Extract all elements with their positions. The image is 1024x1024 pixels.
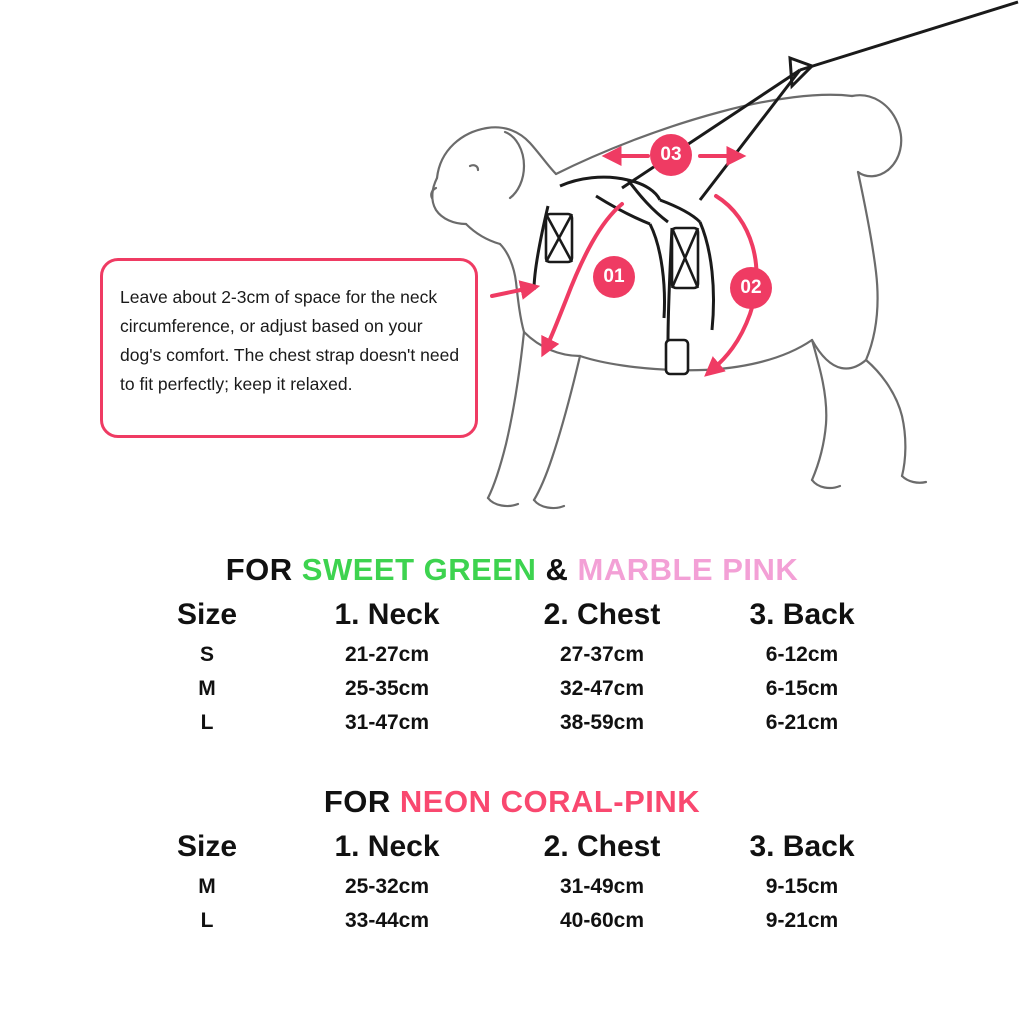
badge-back-03: 03: [650, 134, 692, 176]
fit-tip-text: Leave about 2-3cm of space for the neck circumference, or adjust based on your dog's comfort. The chest strap doesn't need to fit perfectly; keep it relaxed.: [120, 287, 460, 394]
size-table-neon-coral-pink: [0, 784, 1024, 938]
badge-neck-01: 01: [593, 256, 635, 298]
header-back: 3. Back: [749, 598, 855, 631]
cell-size: L: [200, 909, 214, 932]
title-part-amp: &: [536, 552, 578, 587]
cell-chest: 31-49cm: [559, 875, 645, 898]
title-part-sweet-green: SWEET GREEN: [301, 552, 537, 587]
title-part-marble-pink: MARBLE PINK: [577, 552, 799, 587]
cell-chest: 27-37cm: [559, 643, 645, 666]
table-row: [132, 870, 892, 904]
cell-chest: 32-47cm: [559, 677, 645, 700]
fit-tip-callout: [100, 258, 478, 438]
cell-back: 9-21cm: [765, 909, 839, 932]
table-row: [132, 638, 892, 672]
cell-size: M: [198, 875, 216, 898]
cell-neck: 31-47cm: [344, 711, 430, 734]
table-header-row: [132, 588, 892, 638]
table-row: [132, 706, 892, 740]
title-prefix: FOR: [225, 552, 302, 587]
header-size: Size: [176, 830, 238, 863]
header-chest: 2. Chest: [543, 598, 661, 631]
header-neck: 1. Neck: [334, 830, 440, 863]
cell-neck: 33-44cm: [344, 909, 430, 932]
badge-chest-02: 02: [730, 267, 772, 309]
header-back: 3. Back: [749, 830, 855, 863]
cell-back: 6-12cm: [765, 643, 839, 666]
size-table-title-2: [0, 784, 1024, 820]
leash-clip-icon: [790, 58, 812, 86]
header-neck: 1. Neck: [334, 598, 440, 631]
cell-chest: 40-60cm: [559, 909, 645, 932]
cell-neck: 25-32cm: [344, 875, 430, 898]
cell-back: 6-15cm: [765, 677, 839, 700]
size-tables: [0, 540, 1024, 938]
size-table-title-1: [0, 552, 1024, 588]
header-size: Size: [176, 598, 238, 631]
cell-size: S: [199, 643, 214, 666]
cell-back: 9-15cm: [765, 875, 839, 898]
table-1: [132, 588, 892, 740]
cell-neck: 25-35cm: [344, 677, 430, 700]
cell-back: 6-21cm: [765, 711, 839, 734]
table-row: [132, 672, 892, 706]
title-part-neon-coral-pink: NEON CORAL-PINK: [399, 784, 701, 819]
cell-size: L: [200, 711, 214, 734]
table-header-row: [132, 820, 892, 870]
size-table-sweet-green-marble-pink: [0, 552, 1024, 740]
title-prefix: FOR: [323, 784, 400, 819]
cell-chest: 38-59cm: [559, 711, 645, 734]
table-2: [132, 820, 892, 938]
cell-neck: 21-27cm: [344, 643, 430, 666]
header-chest: 2. Chest: [543, 830, 661, 863]
table-row: [132, 904, 892, 938]
cell-size: M: [198, 677, 216, 700]
